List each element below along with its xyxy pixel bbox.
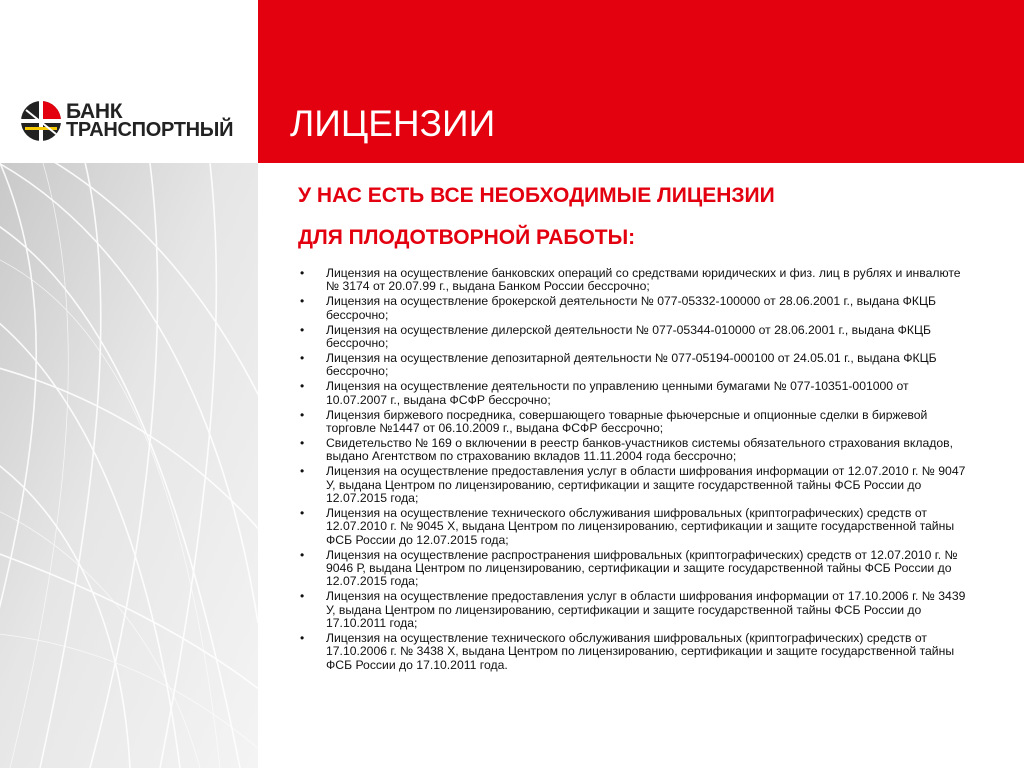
subtitle-line-1: У НАС ЕСТЬ ВСЕ НЕОБХОДИМЫЕ ЛИЦЕНЗИИ: [298, 184, 775, 207]
license-text: Лицензия на осуществление депозитарной деятельности № 077-05194-000100 от 24.05.01 г., выдана ФКЦБ бессрочно;: [326, 350, 937, 379]
main-content: [298, 175, 968, 674]
list-item: [298, 267, 968, 294]
bullet: •: [300, 631, 305, 646]
license-list: [298, 267, 968, 672]
list-item: [298, 324, 968, 351]
bullet: •: [300, 379, 305, 394]
list-item: [298, 437, 968, 464]
bullet: •: [300, 266, 305, 280]
bullet: •: [300, 407, 305, 422]
list-item: [298, 352, 968, 379]
license-text: Лицензия на осуществление предоставления услуг в области шифрования информации от 12.07.2010 г. № 9047 У, выдана Центром по лицензированию, сертификации и защите государственной тайны ФСБ России до 12.07.2015 года;: [326, 464, 966, 505]
logo-line-1: БАНК: [66, 100, 123, 123]
header-banner: [258, 0, 1024, 163]
bullet: •: [300, 435, 305, 450]
license-text: Лицензия на осуществление распространения шифровальных (криптографических) средств от 12.07.2010 г. № 9046 Р, выдана Центром по лицензированию, сертификации и защите государственной тайны ФСБ России до 12.07.2015 года;: [326, 547, 958, 589]
bank-emblem-icon: [20, 100, 62, 142]
list-item: [298, 632, 968, 672]
license-text: Лицензия на осуществление дилерской деятельности № 077-05344-010000 от 28.06.2001 г., выдана ФКЦБ бессрочно;: [326, 322, 932, 351]
license-text: Лицензия на осуществление деятельности по управлению ценными бумагами № 077-10351-001000 от 10.07.2007 г., выдана ФСФР бессрочно;: [326, 379, 909, 407]
license-text: Лицензия на осуществление брокерской деятельности № 077-05332-100000 от 28.06.2001 г., выдана ФКЦБ бессрочно;: [326, 294, 937, 322]
list-item: [298, 295, 968, 322]
bullet: •: [300, 294, 305, 309]
list-item: [298, 549, 968, 589]
license-text: Свидетельство № 169 о включении в реестр банков-участников системы обязательного страхования вкладов, выдано Агентством по страхованию вкладов 11.11.2004 года бессрочно;: [326, 435, 953, 464]
bullet: •: [300, 547, 305, 562]
list-item: [298, 409, 968, 436]
slide-title: ЛИЦЕНЗИИ: [290, 103, 496, 144]
list-item: [298, 590, 968, 630]
list-item: [298, 380, 968, 407]
bullet: •: [300, 464, 305, 479]
list-item: [298, 507, 968, 547]
license-text: Лицензия на осуществление банковских операций со средствами юридических и физ. лиц в рублях и инвалюте № 3174 от 20.07.99 г., выдана Банком России бессрочно;: [326, 266, 961, 294]
list-item: [298, 465, 968, 505]
license-text: Лицензия на осуществление технического обслуживания шифровальных (криптографических) средств от 12.07.2010 г. № 9045 Х, выдана Центром по лицензированию, сертификации и защите государственной тайны ФСБ России до 12.07.2015 года;: [326, 505, 955, 547]
logo-area: [0, 0, 258, 163]
license-text: Лицензия биржевого посредника, совершающего товарные фьючерсные и опционные сделки в биржевой торговле №1447 от 06.10.2009 г., выдана ФСФР бессрочно;: [326, 407, 928, 435]
decorative-background: [0, 163, 258, 768]
license-text: Лицензия на осуществление предоставления услуг в области шифрования информации от 17.10.2006 г. № 3439 У, выдана Центром по лицензированию, сертификации и защите государственной тайны ФСБ России до 17.10.2011 года;: [326, 589, 966, 631]
bullet: •: [300, 322, 305, 337]
logo-text: [66, 102, 233, 140]
bullet: •: [300, 505, 305, 520]
subtitle-line-2: ДЛЯ ПЛОДОТВОРНОЙ РАБОТЫ:: [298, 226, 636, 249]
bullet: •: [300, 350, 305, 365]
logo-line-2: ТРАНСПОРТНЫЙ: [66, 119, 234, 141]
bank-logo: [20, 100, 233, 142]
bullet: •: [300, 589, 305, 604]
license-text: Лицензия на осуществление технического обслуживания шифровальных (криптографических) средств от 17.10.2006 г. № 3438 Х, выдана Центром по лицензированию, сертификации и защите государственной тайны ФСБ России до 17.10.2011 года.: [326, 631, 955, 672]
